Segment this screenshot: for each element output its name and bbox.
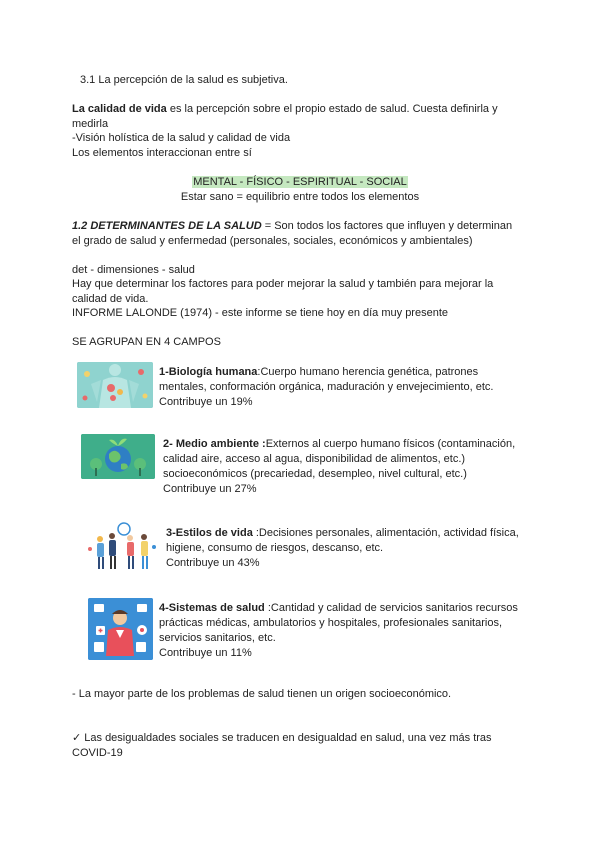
section-heading-3-1: 3.1 La percepción de la salud es subjetiva. [80, 74, 288, 86]
field-biology-text-1: :Cuerpo humano herencia genética, patrones [257, 366, 479, 378]
environment-illustration [81, 434, 155, 479]
field-lifestyle-text-2: higiene, consumo de riesgos, descanso, etc. [166, 542, 384, 554]
holistic-text: -Visión holística de la salud y calidad de vida [72, 132, 291, 144]
inequality-line [72, 731, 492, 746]
quality-definition [72, 102, 498, 117]
field-health-system-contribution: Contribuye un 11% [159, 647, 252, 659]
inequality-text: Las desigualdades sociales se traducen en desigualdad en salud, una vez más tras [81, 732, 492, 744]
balance-subtitle: Estar sano = equilibrio entre todos los elementos [180, 191, 420, 203]
field-biology-contribution: Contribuye un 19% [159, 396, 253, 408]
determinants-def: = Son todos los factores que influyen y determinan [261, 220, 513, 232]
check-icon: ✓ [72, 732, 82, 744]
lalonde-report: INFORME LALONDE (1974) - este informe se tiene hoy en día muy presente [72, 307, 448, 319]
field-environment-text-2: calidad aire, acceso al agua, disponibilidad de alimentos, etc.) [163, 453, 466, 465]
balance-highlight-row [0, 175, 600, 190]
interaction-text: Los elementos interaccionan entre sí [72, 147, 252, 159]
field-health-system-title: 4-Sistemas de salud [159, 602, 265, 614]
field-biology-text-2: mentales, conformación orgánica, maduración y envejecimiento, etc. [159, 381, 494, 393]
inequality-text-cont: COVID-19 [72, 747, 123, 759]
quality-definition-cont: medirla [72, 118, 109, 130]
quality-text: es la percepción sobre el propio estado de salud. Cuesta definirla y [166, 103, 498, 115]
lifestyle-illustration [86, 521, 160, 573]
field-health-system [159, 601, 518, 661]
field-biology-title: 1-Biología humana [159, 366, 258, 378]
field-health-system-text-2: prácticas médicas, ambulatorios y hospitales, profesionales sanitarios, [159, 617, 502, 629]
field-health-system-text-1: :Cantidad y calidad de servicios sanitarios recursos [264, 602, 518, 614]
groups-heading: SE AGRUPAN EN 4 CAMPOS [72, 336, 221, 348]
field-lifestyle-text-1: :Decisiones personales, alimentación, actividad física, [252, 527, 519, 539]
health-system-illustration [88, 598, 153, 660]
det-dimensions: det - dimensiones - salud [72, 264, 195, 276]
determinants-line [72, 219, 512, 234]
field-environment [163, 437, 515, 497]
field-lifestyle-contribution: Contribuye un 43% [166, 557, 260, 569]
field-biology [159, 365, 493, 410]
det-text-2: calidad de vida. [72, 293, 149, 305]
det-text-1: Hay que determinar los factores para poder mejorar la salud y también para mejorar la [72, 278, 494, 290]
field-environment-contribution: Contribuye un 27% [163, 483, 257, 495]
conclusion-text: - La mayor parte de los problemas de salud tienen un origen socioeconómico. [72, 688, 452, 700]
balance-highlight: MENTAL - FÍSICO - ESPIRITUAL - SOCIAL [193, 176, 407, 188]
field-lifestyle-title: 3-Estilos de vida [166, 527, 253, 539]
quality-term: La calidad de vida [72, 103, 167, 115]
field-environment-text-3: socioeconómicos (precariedad, desempleo, nivel cultural, etc.) [163, 468, 467, 480]
human-biology-illustration [77, 362, 153, 408]
determinants-def-cont: el grado de salud y enfermedad (personales, sociales, económicos y ambientales) [72, 235, 473, 247]
determinants-title: 1.2 DETERMINANTES DE LA SALUD [72, 220, 262, 232]
field-lifestyle [166, 526, 519, 571]
field-environment-text-1: Externos al cuerpo humano físicos (contaminación, [265, 438, 516, 450]
field-environment-title: 2- Medio ambiente : [163, 438, 266, 450]
field-health-system-text-3: servicios sanitarios, etc. [159, 632, 276, 644]
